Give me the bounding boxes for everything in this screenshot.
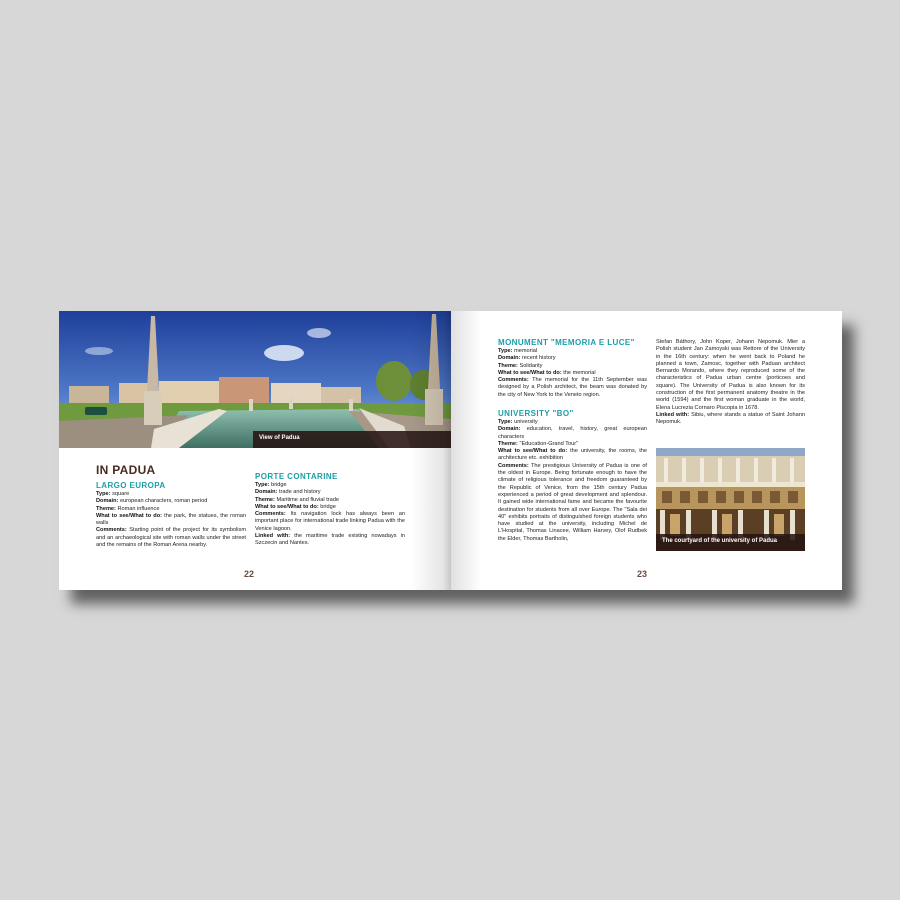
theme-label: Theme:	[255, 496, 275, 503]
continued-text: Stefan Báthory, John Koper, Johann Nepomuk. Mier a Polish student Jan Zamoyski was Rettore of the University in the 16th century: when he went back to Poland he planned a town, Zamosc, together with Paduan architect Bernardo Morando, where they reproduced some of the characteristics of Padua urban centre (porticoes and square). The University of Padua is also known for its construction of the first permanent anatomy theatre in the world (1594) and the first woman graduate in the world, Elena Lucrezia Cornaro Piscopia in 1678.	[656, 339, 805, 411]
page-number: 22	[244, 569, 255, 579]
type-label: Type:	[498, 348, 513, 354]
type-value: square	[112, 491, 130, 497]
padua-photo	[59, 311, 451, 448]
type-value: bridge	[271, 482, 287, 488]
see-label: What to see/What to do:	[498, 369, 562, 376]
comments-value: The memorial for the 11th September was designed by a Polish architect, the beam was donated by the city of New York to the Veneto region.	[498, 377, 648, 398]
domain-value: european characters, roman period	[119, 498, 208, 505]
comments-label: Comments:	[96, 527, 127, 534]
see-label: What to see/What to do:	[96, 512, 162, 519]
comments-value: Its navigation lock has always been an important place for international trade linking Padua with the Venice lagoon.	[255, 511, 405, 532]
theme-label: Theme:	[498, 362, 518, 369]
linked-value: Sibiu, where stands a statue of Saint Johann Nepomuk.	[656, 411, 805, 426]
domain-value: recent history	[521, 355, 556, 362]
entry-title: UNIVERSITY "BO"	[498, 409, 574, 418]
domain-value: education, travel, history, great european characters	[498, 426, 647, 440]
gutter-shadow	[451, 311, 481, 590]
theme-value: Maritime and fluvial trade	[276, 496, 339, 503]
theme-value: Solidarity	[519, 362, 543, 369]
linked-label: Linked with:	[255, 533, 291, 540]
see-label: What to see/What to do:	[255, 503, 319, 510]
page-number: 23	[637, 569, 648, 579]
theme-value: "Education-Grand Tour"	[519, 440, 579, 447]
entry-title: MONUMENT "MEMORIA E LUCE"	[498, 338, 635, 347]
domain-label: Domain:	[96, 498, 119, 505]
comments-label: Comments:	[255, 511, 286, 518]
comments-label: Comments:	[498, 462, 529, 469]
entry-title: LARGO EUROPA	[96, 481, 166, 490]
section-heading: IN PADUA	[96, 463, 156, 477]
type-label: Type:	[96, 491, 111, 497]
linked-label: Linked with:	[656, 411, 690, 418]
domain-label: Domain:	[498, 355, 521, 362]
comments-value: Starting point of the project for its symbolism and an archaeological site with roman walls under the street and the remains of the Roman Arena nearby.	[96, 527, 246, 549]
see-label: What to see/What to do:	[498, 448, 568, 455]
see-value: the memorial	[563, 369, 596, 376]
university-bo-entry	[498, 409, 647, 543]
page-left	[59, 311, 451, 590]
domain-label: Domain:	[255, 489, 278, 496]
type-label: Type:	[255, 482, 270, 488]
domain-value: trade and history	[278, 489, 321, 496]
courtyard-photo	[656, 448, 805, 551]
university-bo-continued	[656, 339, 805, 427]
comments-label: Comments:	[498, 377, 529, 384]
largo-europa-entry	[96, 481, 246, 549]
theme-value: Roman influence	[117, 505, 160, 512]
linked-value: the maritime trade existing nowadays in Szczecin and Nantes.	[255, 533, 405, 547]
theme-label: Theme:	[96, 505, 116, 512]
page-right	[451, 311, 842, 590]
theme-label: Theme:	[498, 440, 518, 447]
see-value: bridge	[320, 503, 336, 510]
photo-caption: The courtyard of the university of Padua	[656, 534, 805, 551]
see-value: the university, the rooms, the architecture etc. exhibition	[498, 448, 648, 462]
see-value: the park, the statues, the roman walls	[96, 512, 246, 527]
domain-label: Domain:	[498, 426, 521, 433]
comments-value: The prestigious University of Padua is one of the oldest in Europe. Being fortunate enough to have the climate of religious tolerance and freedom guaranteed by the Republic of Venice, from the 15th century Padua experienced a period of great development and splendour. It gained wide international fame and became the favourite destination for students from all over Europe. The "Sala dei 40" exhibits portraits of distinguished foreign students who have studied at the university, including Michel de L'Hospital, Thomas Linacee, William Harvey, Olof Rudbek the Elder, Thomas Bartholin,	[498, 462, 647, 542]
book-spread	[59, 311, 842, 590]
entry-title: PORTE CONTARINE	[255, 472, 338, 481]
type-value: university	[514, 419, 538, 425]
memoria-entry	[498, 338, 647, 399]
type-label: Type:	[498, 419, 513, 425]
photo-caption: View of Padua	[253, 431, 451, 448]
porte-contarine-entry	[255, 472, 405, 548]
type-value: memorial	[514, 348, 538, 354]
